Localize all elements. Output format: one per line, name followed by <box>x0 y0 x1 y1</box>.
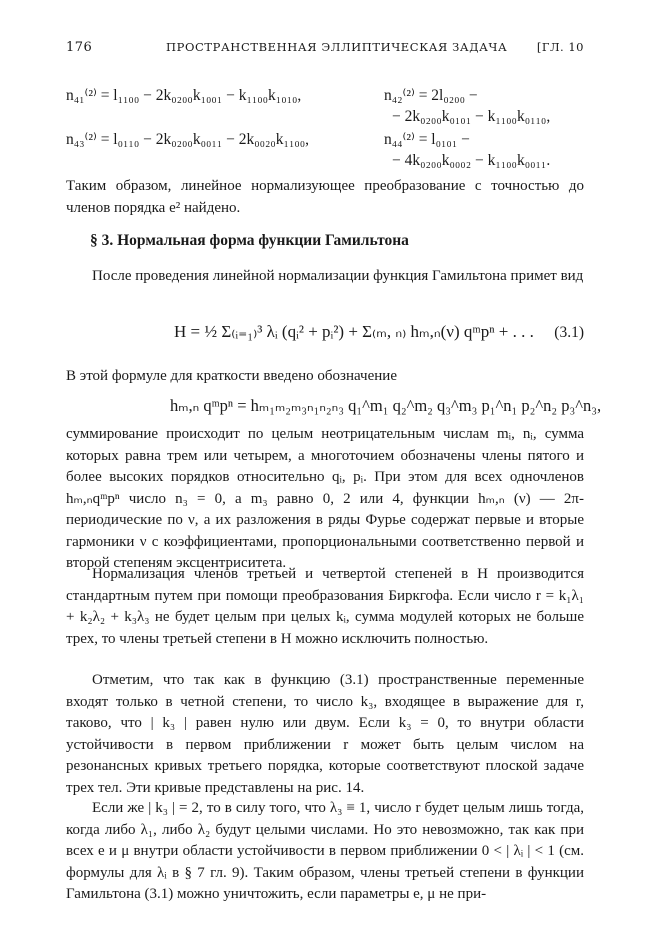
page-header <box>66 40 584 60</box>
page-number: 176 <box>66 40 93 55</box>
paragraph-after-section-text: После проведения линейной нормализации функция Гамильтона примет вид <box>92 268 584 284</box>
equation-n44-continuation: − 4k₀₂₀₀k₀₀₀₂ − k₁₁₀₀k₀₀₁₁. <box>392 152 551 169</box>
equation-n44: n₄₄⁽²⁾ = l₀₁₀₁ − <box>384 131 470 148</box>
chapter-marker: [ГЛ. 10 <box>536 40 584 54</box>
equation-n42: n₄₂⁽²⁾ = 2l₀₂₀₀ − <box>384 87 478 104</box>
equation-n43: n₄₃⁽²⁾ = l₀₁₁₀ − 2k₀₂₀₀k₀₀₁₁ − 2k₀₀₂₀k₁₁₀₀, <box>66 131 310 148</box>
paragraph-intro-text: Таким образом, линейное нормализующее преобразование с точностью до членов порядка e² найдено. <box>66 178 584 216</box>
paragraph-normalization <box>66 564 584 650</box>
equation-row-1-cont <box>66 108 584 130</box>
equation-row-2 <box>66 130 584 152</box>
paragraph-intro <box>66 176 584 219</box>
paragraph-notation-text: В этой формуле для краткости введено обозначение <box>66 368 397 384</box>
equation-3-1 <box>66 312 584 358</box>
paragraph-normalization-text: Нормализация членов третьей и четвертой степеней в H производится стандартным путем при помощи преобразования Биркгофа. Если число r = k₁λ₁ + k₂λ₂ + k₃λ₃ не будет целым при целых kᵢ, сумма модулей которых не больше трех, то члены третьей степени в H можно исключить полностью. <box>66 566 584 647</box>
equation-n42-continuation: − 2k₀₂₀₀k₀₁₀₁ − k₁₁₀₀k₀₁₁₀, <box>392 108 551 125</box>
equation-row-1 <box>66 86 584 108</box>
paragraph-note-text: Отметим, что так как в функцию (3.1) пространственные переменные входят только в четной степени, то число k₃, входящее в выражение для r, таково, что | k₃ | равен нулю или двум. Если k₃ = 0, то внутри области устойчивости в первом приближении r может быть целым числом на резонансных кривых третьего порядка, которые соответствуют плоской задаче трех тел. Эти кривые представлены на рис. 14. <box>66 672 584 796</box>
paragraph-last <box>66 798 584 906</box>
equation-row-2-cont <box>66 152 584 174</box>
paragraph-note <box>66 670 584 799</box>
equation-3-1-number: (3.1) <box>554 324 584 341</box>
paragraph-summation <box>66 424 584 575</box>
paragraph-summation-text: суммирование происходит по целым неотрицательным числам mᵢ, nᵢ, сумма которых равна трем или четырем, а многоточием обозначены члены пятого и более высоких порядков относительно qᵢ, pᵢ. При этом для всех одночленов hₘ,ₙqᵐpⁿ число n₃ = 0, а m₃ равно 0, 2 или 4, функции hₘ,ₙ (ν) — 2π-периодические по ν, а их разложения в ряды Фурье содержат первые и вторые гармоники ν с коэффициентами, пропорциональными соответственно первой и второй степеням эксцентриситета. <box>66 426 584 571</box>
section-heading: § 3. Нормальная форма функции Гамильтона <box>90 232 409 249</box>
formula-notation: hₘ,ₙ qᵐpⁿ = hₘ₁ₘ₂ₘ₃ₙ₁ₙ₂ₙ₃ q₁^m₁ q₂^m₂ q₃^m₃ p₁^n₁ p₂^n₂ p₃^n₃, <box>170 396 602 415</box>
paragraph-notation <box>66 366 584 388</box>
paragraph-after-section <box>66 266 584 288</box>
paragraph-last-text: Если же | k₃ | = 2, то в силу того, что λ₃ ≡ 1, число r будет целым лишь тогда, когда либо λ₁, либо λ₂ будут целыми числами. Но это невозможно, так как при всех e и μ внутри области устойчивости в первом приближении 0 < | λᵢ | < 1 (см. формулы для λᵢ в § 7 гл. 9). Таким образом, члены третьей степени в функции Гамильтона (3.1) можно уничтожить, если параметры e, μ не при- <box>66 800 584 902</box>
running-title: ПРОСТРАНСТВЕННАЯ ЭЛЛИПТИЧЕСКАЯ ЗАДАЧА <box>166 40 508 54</box>
equation-n41: n₄₁⁽²⁾ = l₁₁₀₀ − 2k₀₂₀₀k₁₀₀₁ − k₁₁₀₀k₁₀₁₀, <box>66 87 302 104</box>
equation-3-1-expression: H = ½ Σ₍ᵢ₌₁₎³ λᵢ (qᵢ² + pᵢ²) + Σ₍ₘ, ₙ₎ hₘ,ₙ(ν) qᵐpⁿ + . . . <box>174 322 534 341</box>
